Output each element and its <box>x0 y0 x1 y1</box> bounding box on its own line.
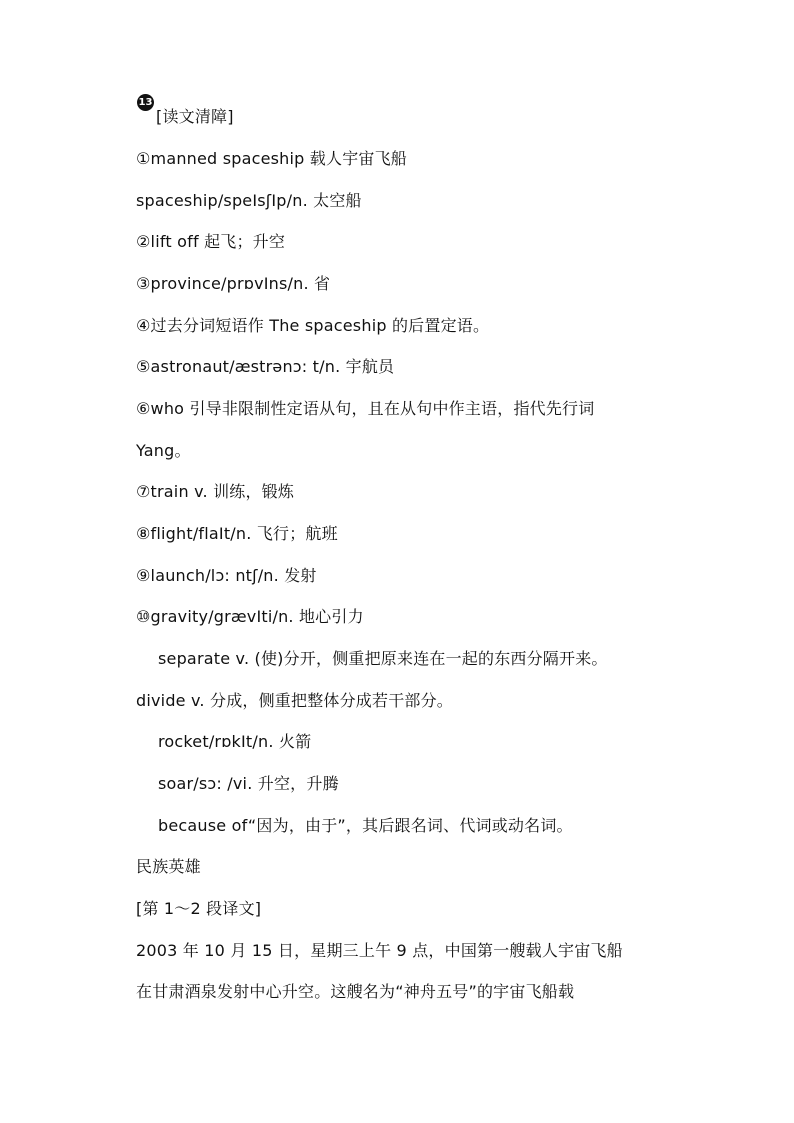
note-line: ④过去分词短语作 The spaceship 的后置定语。 <box>136 316 490 335</box>
note-line: ⑦train v. 训练，锻炼 <box>136 482 295 501</box>
note-line: divide v. 分成，侧重把整体分成若干部分。 <box>136 691 454 710</box>
note-line: ①manned spaceship 载人宇宙飞船 <box>136 149 408 168</box>
note-line: ②lift off 起飞；升空 <box>136 232 286 251</box>
note-line: soar/sɔ: /vi. 升空，升腾 <box>158 774 339 793</box>
article-title: 民族英雄 <box>136 857 201 876</box>
circled-number-badge: 13 <box>137 94 154 111</box>
note-line: rocket/rɒkIt/n. 火箭 <box>158 732 312 751</box>
translation-line: 2003 年 10 月 15 日，星期三上午 9 点，中国第一艘载人宇宙飞船 <box>136 941 623 960</box>
section-heading: [读文清障] <box>156 107 234 126</box>
note-line: ⑨launch/lɔ: ntʃ/n. 发射 <box>136 566 317 585</box>
note-line: ⑩gravity/grævIti/n. 地心引力 <box>136 607 364 626</box>
note-line: ⑤astronaut/æstrənɔ: t/n. 宇航员 <box>136 357 395 376</box>
note-line: ③province/prɒvIns/n. 省 <box>136 274 331 293</box>
note-line: spaceship/speIsʃIp/n. 太空船 <box>136 191 362 210</box>
translation-heading: [第 1～2 段译文] <box>136 899 262 918</box>
note-line: ⑧flight/flaIt/n. 飞行；航班 <box>136 524 338 543</box>
note-line: separate v. (使)分开，侧重把原来连在一起的东西分隔开来。 <box>158 649 608 668</box>
note-line: Yang。 <box>136 441 191 460</box>
note-line: ⑥who 引导非限制性定语从句，且在从句中作主语，指代先行词 <box>136 399 595 418</box>
translation-line: 在甘肃酒泉发射中心升空。这艘名为“神舟五号”的宇宙飞船载 <box>136 982 575 1001</box>
note-line: because of“因为，由于”，其后跟名词、代词或动名词。 <box>158 816 573 835</box>
